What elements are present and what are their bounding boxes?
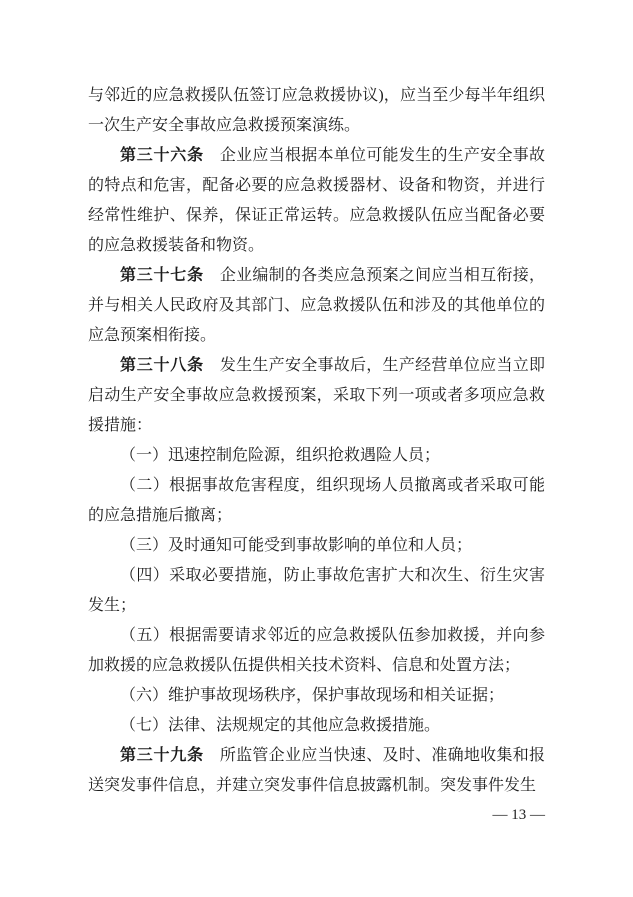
list-item-paragraph: [88, 531, 545, 561]
list-item-paragraph: [88, 441, 545, 471]
list-item-paragraph: [88, 711, 545, 741]
document-body: [88, 81, 545, 801]
paragraph-text: 所监管企业应当快速、及时、准确地收集和报送突发事件信息，并建立突发事件信息披露机制。突发事件发生: [88, 747, 545, 794]
paragraph-text: 企业编制的各类应急预案之间应当相互衔接，并与相关人民政府及其部门、应急救援队伍和涉及的其他单位的应急预案相衔接。: [88, 267, 545, 344]
paragraph-text: 与邻近的应急救援队伍签订应急救援协议)，应当至少每半年组织一次生产安全事故应急救援预案演练。: [88, 87, 545, 134]
list-item-paragraph: [88, 681, 545, 711]
paragraph-text: （三）及时通知可能受到事故影响的单位和人员；: [120, 537, 473, 554]
page-number: — 13 —: [492, 807, 545, 823]
list-item-paragraph: [88, 561, 545, 621]
paragraph-text: （七）法律、法规规定的其他应急救援措施。: [120, 717, 441, 734]
article-number: 第三十九条: [120, 747, 204, 764]
article-paragraph: [88, 351, 545, 441]
paragraph-text: （六）维护事故现场秩序，保护事故现场和相关证据；: [120, 687, 505, 704]
article-number: 第三十六条: [120, 147, 204, 164]
body-paragraph: [88, 81, 545, 141]
article-paragraph: [88, 261, 545, 351]
paragraph-text: 企业应当根据本单位可能发生的生产安全事故的特点和危害，配备必要的应急救援器材、设备和物资，并进行经常性维护、保养，保证正常运转。应急救援队伍应当配备必要的应急救援装备和物资。: [88, 147, 545, 254]
paragraph-text: （一）迅速控制危险源，组织抢救遇险人员；: [120, 447, 441, 464]
paragraph-text: （四）采取必要措施，防止事故危害扩大和次生、衍生灾害发生；: [88, 567, 545, 614]
list-item-paragraph: [88, 621, 545, 681]
article-paragraph: [88, 141, 545, 261]
paragraph-text: （二）根据事故危害程度，组织现场人员撤离或者采取可能的应急措施后撤离；: [88, 477, 545, 524]
article-paragraph: [88, 741, 545, 801]
list-item-paragraph: [88, 471, 545, 531]
paragraph-text: （五）根据需要请求邻近的应急救援队伍参加救援，并向参加救援的应急救援队伍提供相关技术资料、信息和处置方法；: [88, 627, 545, 674]
article-number: 第三十七条: [120, 267, 204, 284]
paragraph-text: 发生生产安全事故后，生产经营单位应当立即启动生产安全事故应急救援预案，采取下列一项或者多项应急救援措施：: [88, 357, 545, 434]
page-footer: [88, 804, 545, 826]
article-number: 第三十八条: [120, 357, 204, 374]
